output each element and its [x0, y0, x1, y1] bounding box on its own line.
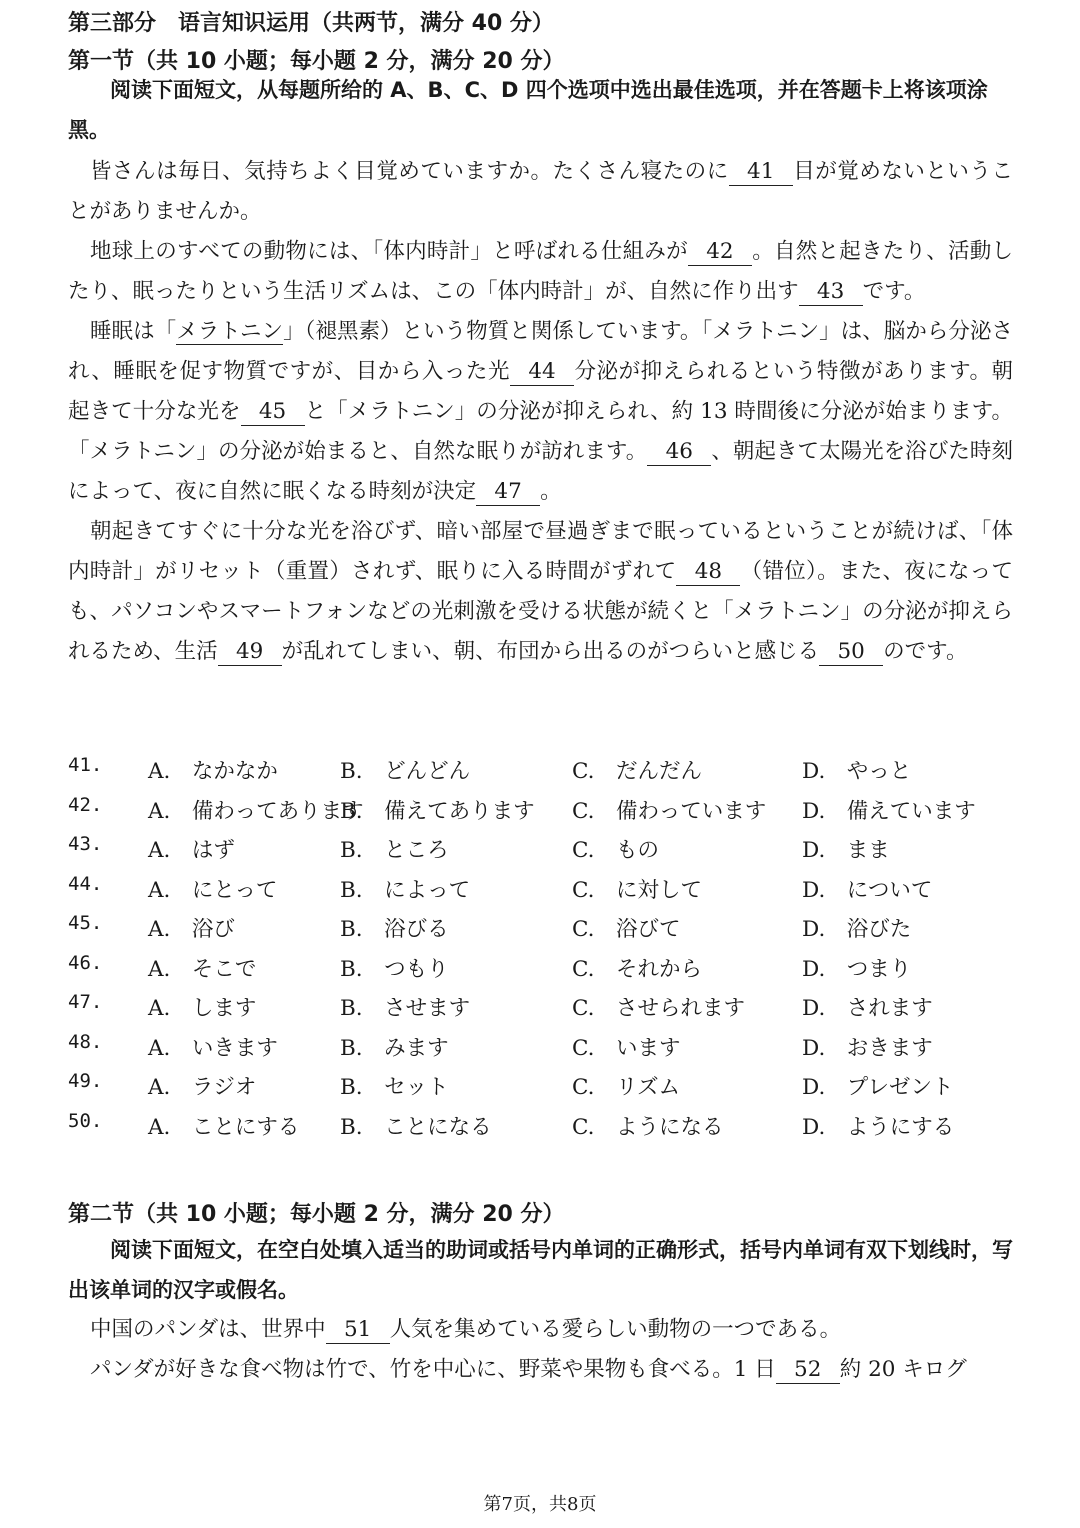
paragraph-text: と「メラトニン」の分泌が抑えられ、約 13 時間後に分泌が始まります。「メラトニン」の分泌が始まると、自然な眠りが訪れます。 — [68, 399, 1013, 464]
option-d: D. やっと — [802, 759, 912, 784]
option-c: C. 備わっています — [572, 799, 767, 824]
option-c: C. リズム — [572, 1075, 681, 1100]
option-b: B. つもり — [340, 957, 449, 982]
blank-43: 43 — [799, 279, 863, 306]
option-b: B. ことになる — [340, 1115, 492, 1140]
paragraph-text: 睡眠は「 — [90, 319, 177, 344]
paragraph-text: 約 20 キログ — [839, 1357, 967, 1382]
blank-45: 45 — [241, 399, 305, 426]
paragraph-text: （错位）。また、夜になっても、パソコンやスマートフォンなどの光刺激を受ける状態が続くと「メラトニン」の分泌が抑えられるため、生活 — [68, 559, 1013, 664]
paragraph-text: です。 — [862, 279, 926, 304]
option-c: C. ようになる — [572, 1115, 724, 1140]
paragraph-text: 中国のパンダは、世界中 — [90, 1317, 326, 1342]
blank-42: 42 — [688, 239, 752, 266]
option-d: D. について — [802, 878, 933, 903]
option-b: B. ところ — [340, 838, 449, 863]
option-a: A. はず — [148, 838, 235, 863]
question-row — [68, 794, 1028, 834]
passage2-paragraph-2 — [68, 1350, 1013, 1390]
section1-title: 第一节（共 10 小题；每小题 2 分，满分 20 分） — [68, 49, 565, 74]
option-d: D. プレゼント — [802, 1075, 954, 1100]
section1-instruction: 阅读下面短文，从每题所给的 A、B、C、D 四个选项中选出最佳选项，并在答题卡上将该项涂黑。 — [68, 78, 988, 142]
question-number: 49. — [68, 1070, 103, 1092]
option-c: C. それから — [572, 957, 703, 982]
blank-47: 47 — [476, 479, 540, 506]
part-title: 第三部分 语言知识运用（共两节，满分 40 分） — [68, 11, 554, 36]
question-number: 45. — [68, 912, 103, 934]
question-number: 46. — [68, 952, 103, 974]
passage1-paragraph-1 — [68, 152, 1013, 232]
option-b: B. みます — [340, 1036, 449, 1061]
question-row — [68, 1110, 1028, 1150]
question-row — [68, 754, 1028, 794]
paragraph-text: が乱れてしまい、朝、布団から出るのがつらいと感じる — [281, 639, 820, 664]
paragraph-text: 分泌が抑えられるという特徴があります。朝起きて十分な光を — [68, 359, 1013, 424]
question-row — [68, 833, 1028, 873]
paragraph-text: 」（褪黑素）という物質と関係しています。「メラトニン」は、脳から分泌され、睡眠を促す物質ですが、目から入った光 — [68, 319, 1013, 384]
blank-49: 49 — [218, 639, 282, 666]
option-b: B. させます — [340, 996, 471, 1021]
question-row — [68, 1070, 1028, 1110]
option-a: A. そこで — [148, 957, 257, 982]
question-number: 43. — [68, 833, 103, 855]
question-number: 44. — [68, 873, 103, 895]
option-b: B. によって — [340, 878, 471, 903]
question-row — [68, 873, 1028, 913]
question-row — [68, 952, 1028, 992]
option-c: C. させられます — [572, 996, 746, 1021]
question-number: 48. — [68, 1031, 103, 1053]
option-c: C. 浴びて — [572, 917, 681, 942]
question-number: 50. — [68, 1110, 103, 1132]
option-b: B. 備えてあります — [340, 799, 535, 824]
option-b: B. セット — [340, 1075, 449, 1100]
paragraph-text: 、朝起きて太陽光を浴びた時刻によって、夜に自然に眠くなる時刻が決定 — [68, 439, 1013, 504]
question-row — [68, 912, 1028, 952]
option-a: A. ラジオ — [148, 1075, 257, 1100]
option-b: B. どんどん — [340, 759, 471, 784]
page-footer: 第7页，共8页 — [483, 1494, 597, 1515]
paragraph-text: パンダが好きな食べ物は竹で、竹を中心に、野菜や果物も食べる。1 日 — [90, 1357, 776, 1382]
paragraph-text: 。 — [540, 479, 562, 504]
question-number: 47. — [68, 991, 103, 1013]
paragraph-text: 目が覚めないということがありませんか。 — [68, 159, 1013, 224]
option-d: D. ようにする — [802, 1115, 955, 1140]
blank-41: 41 — [729, 159, 793, 186]
option-d: D. おきます — [802, 1036, 933, 1061]
option-d: D. 浴びた — [802, 917, 912, 942]
option-b: B. 浴びる — [340, 917, 449, 942]
section2-title: 第二节（共 10 小题；每小题 2 分，满分 20 分） — [68, 1202, 565, 1227]
option-a: A. ことにする — [148, 1115, 300, 1140]
paragraph-text: のです。 — [883, 639, 968, 664]
paragraph-text: 地球上のすべての動物には、「体内時計」と呼ばれる仕組みが — [90, 239, 688, 264]
blank-50: 50 — [819, 639, 883, 666]
blank-51: 51 — [326, 1317, 390, 1344]
option-a: A. 備わってあります — [148, 799, 364, 824]
question-row — [68, 991, 1028, 1031]
blank-46: 46 — [647, 439, 711, 466]
question-number: 42. — [68, 794, 103, 816]
paragraph-text: 人気を集めている愛らしい動物の一つである。 — [389, 1317, 842, 1342]
option-a: A. なかなか — [148, 759, 278, 784]
passage1-paragraph-2 — [68, 232, 1013, 312]
option-d: D. 備えています — [802, 799, 976, 824]
paragraph-text: 朝起きてすぐに十分な光を浴びず、暗い部屋で昼過ぎまで眠っているということが続けば、「体内時計」がリセット（重置）されず、眠りに入る時間がずれて — [68, 519, 1013, 584]
question-number: 41. — [68, 754, 103, 776]
option-c: C. だんだん — [572, 759, 703, 784]
paragraph-text: 皆さんは毎日、気持ちよく目覚めていますか。たくさん寝たのに — [90, 159, 729, 184]
question-row — [68, 1031, 1028, 1071]
underlined-word: メラトニン — [176, 319, 284, 344]
option-c: C. もの — [572, 838, 660, 863]
option-a: A. にとって — [148, 878, 278, 903]
option-d: D. まま — [802, 838, 890, 863]
section2-instruction: 阅读下面短文，在空白处填入适当的助词或括号内单词的正确形式，括号内单词有双下划线时，写出该单词的汉字或假名。 — [68, 1238, 1013, 1302]
option-a: A. 浴び — [148, 917, 235, 942]
option-c: C. います — [572, 1036, 681, 1061]
passage2-paragraph-1 — [68, 1310, 1013, 1350]
passage1-paragraph-3 — [68, 312, 1013, 512]
blank-48: 48 — [676, 559, 740, 586]
paragraph-text: 。自然と起きたり、活動したり、眠ったりという生活リズムは、この「体内時計」が、自然に作り出す — [68, 239, 1013, 304]
option-d: D. つまり — [802, 957, 912, 982]
option-a: A. いきます — [148, 1036, 278, 1061]
option-a: A. します — [148, 996, 257, 1021]
passage1-paragraph-4 — [68, 512, 1013, 672]
blank-52: 52 — [776, 1357, 840, 1384]
option-c: C. に対して — [572, 878, 703, 903]
option-d: D. されます — [802, 996, 933, 1021]
blank-44: 44 — [510, 359, 574, 386]
